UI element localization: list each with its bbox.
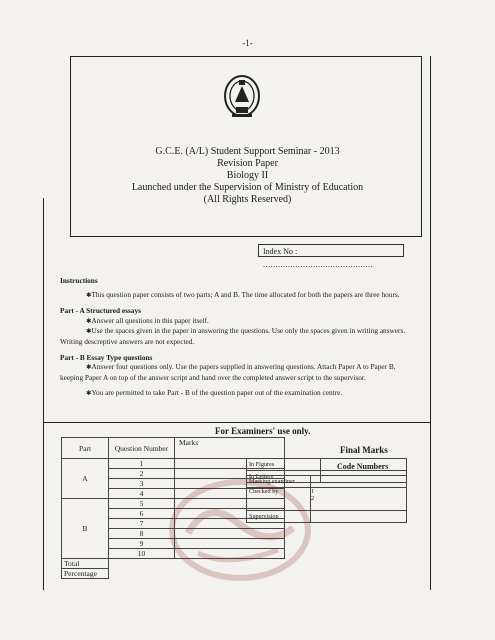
checked-by-values[interactable] — [311, 488, 407, 511]
instructions-heading: Instructions — [60, 276, 98, 285]
index-number-field[interactable] — [258, 244, 404, 269]
checked-by-label: Checked by — [247, 488, 311, 511]
part-column-header: Part — [62, 438, 109, 459]
part-a-rule-2: Use the spaces given in the paper in answering the questions. Use only the spaces given in writing answers. Writing descreptive answers are not expected. — [60, 326, 406, 346]
star-icon: ✱ — [86, 364, 92, 372]
take-out-note: You are permitted to take Part - B of the question paper out of the examination centre. — [91, 388, 343, 398]
instructions-intro: This question paper consists of two parts; A and B. The time allocated for both the papers are three hours. — [91, 289, 400, 299]
marks-table-header — [62, 438, 285, 459]
header-top-rule — [70, 56, 422, 57]
marking-examiner-label: Marking examiner — [247, 476, 311, 488]
page-number: -1- — [242, 38, 253, 48]
paper-type: Revision Paper — [217, 158, 278, 169]
question-number: 7 — [109, 519, 175, 529]
percentage-label: Percentage — [62, 569, 109, 579]
exam-title: G.C.E. (A/L) Student Support Seminar - 2013 — [155, 146, 340, 157]
star-icon: ✱ — [86, 390, 92, 398]
right-margin-rule — [430, 56, 431, 590]
star-icon: ✱ — [86, 328, 92, 336]
marks-column-header: Marks — [175, 438, 285, 459]
checked-by-1: 1 — [311, 488, 315, 495]
instructions-section — [60, 276, 410, 399]
question-number: 8 — [109, 529, 175, 539]
total-label: Total — [62, 559, 109, 569]
in-figures-label: In Figures — [247, 459, 321, 471]
final-marks-title: Final Marks — [340, 445, 388, 455]
question-number: 3 — [109, 479, 175, 489]
part-a-heading: Part - A Structured essays — [60, 306, 141, 316]
supervision-value[interactable] — [311, 511, 407, 523]
supervision-label: Supervision — [247, 511, 311, 523]
question-number: 4 — [109, 489, 175, 499]
watermark-logo-icon — [168, 478, 313, 583]
part-b-rule-1: Answer four questions only. Use the papers supplied in answering questions. Attach Paper A to Paper B, keeping Paper A on top of the answer script and hand over the completed answer script to the supervisor. — [60, 362, 396, 382]
question-number: 10 — [109, 549, 175, 559]
question-number: 5 — [109, 499, 175, 509]
examiners-use-title: For Examiners' use only. — [215, 426, 311, 436]
question-number: 6 — [109, 509, 175, 519]
instructions-divider — [44, 422, 430, 423]
index-label: Index No : — [263, 247, 298, 256]
left-margin-rule — [43, 198, 44, 590]
question-number: 1 — [109, 459, 175, 469]
part-b-heading: Part - B Essay Type questions — [60, 352, 153, 362]
index-dots: ............................................ — [263, 260, 373, 269]
code-numbers-title: Code Numbers — [337, 462, 389, 471]
checked-by-2: 2 — [311, 495, 315, 502]
question-number-column-header: Question Number — [109, 438, 175, 459]
government-emblem-icon — [222, 74, 262, 120]
star-icon: ✱ — [86, 317, 92, 325]
question-number: 2 — [109, 469, 175, 479]
rights-line: (All Rights Reserved) — [203, 194, 292, 205]
question-number: 9 — [109, 539, 175, 549]
header-bottom-rule — [70, 236, 422, 237]
part-a-label: A — [62, 459, 109, 499]
part-b-label: B — [62, 499, 109, 559]
in-letters-label: In Letters — [247, 471, 321, 483]
ministry-line: Launched under the Supervision of Ministry of Education — [131, 182, 364, 193]
star-icon: ✱ — [86, 291, 92, 299]
part-a-rule-1: Answer all questions in this paper itself. — [91, 315, 209, 325]
subject-name: Biology II — [226, 170, 269, 181]
marking-examiner-value[interactable] — [311, 476, 407, 488]
